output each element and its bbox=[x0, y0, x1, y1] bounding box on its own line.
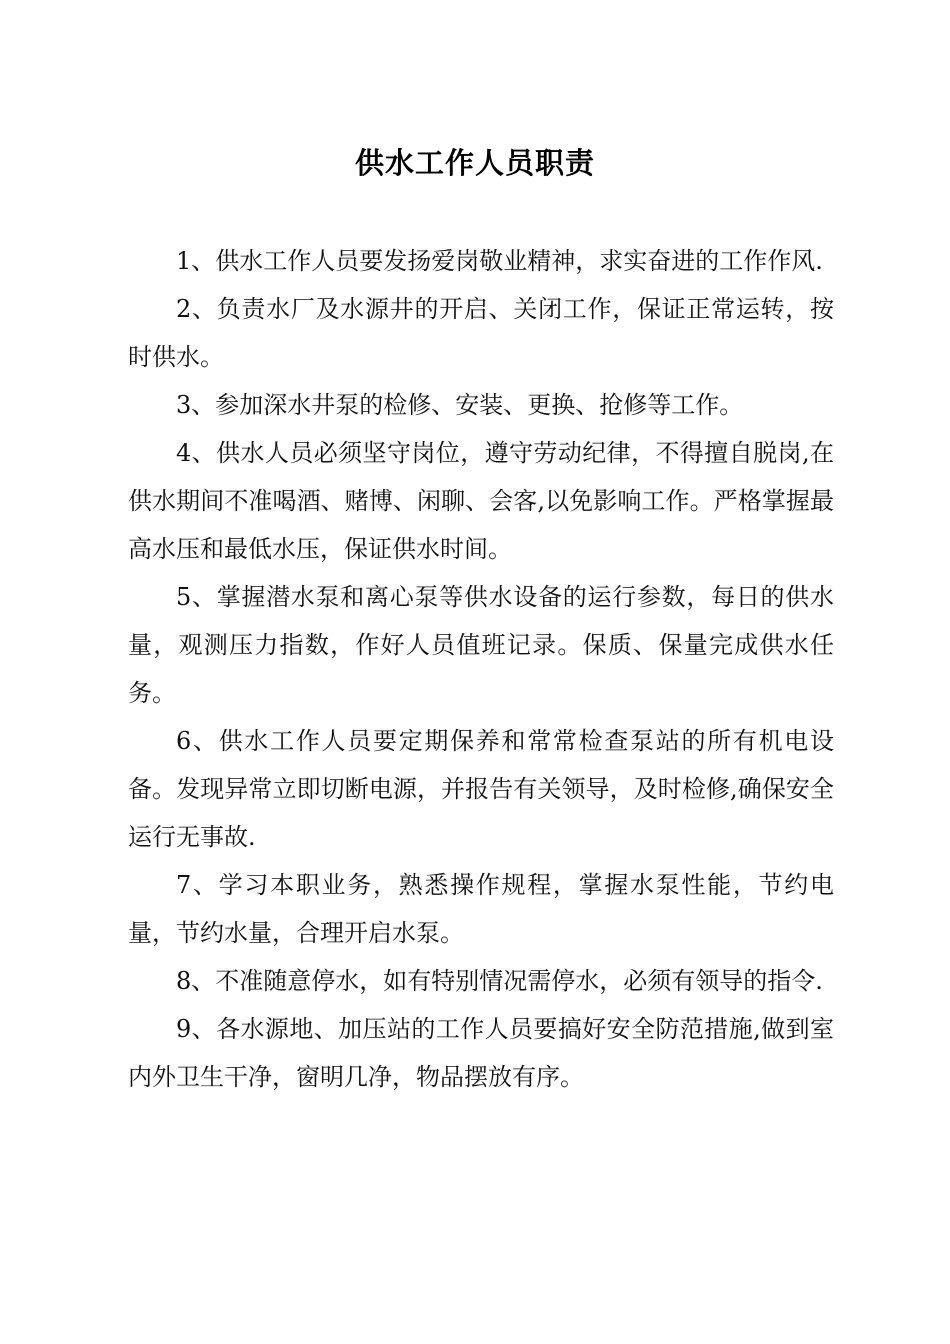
duty-item-9: 9、各水源地、加压站的工作人员要搞好安全防范措施,做到室内外卫生干净，窗明几净，物品摆放有序。 bbox=[128, 1015, 834, 1091]
duty-item-5: 5、掌握潜水泵和离心泵等供水设备的运行参数，每日的供水量，观测压力指数，作好人员值班记录。保质、保量完成供水任务。 bbox=[128, 583, 834, 707]
duty-item-3: 3、参加深水井泵的检修、安装、更换、抢修等工作。 bbox=[176, 391, 744, 419]
duty-item-1: 1、供水工作人员要发扬爱岗敬业精神，求实奋进的工作作风. bbox=[176, 247, 823, 275]
document-title: 供水工作人员职责 bbox=[354, 146, 595, 180]
duty-item-7: 7、学习本职业务，熟悉操作规程，掌握水泵性能，节约电量，节约水量，合理开启水泵。 bbox=[128, 871, 834, 947]
duty-item-6: 6、供水工作人员要定期保养和常常检查泵站的所有机电设备。发现异常立即切断电源，并报告有关领导，及时检修,确保安全运行无事故. bbox=[128, 727, 834, 851]
duty-item-8: 8、不准随意停水，如有特别情况需停水，必须有领导的指令. bbox=[176, 967, 823, 995]
document-body bbox=[128, 237, 834, 1101]
duty-item-4: 4、供水人员必须坚守岗位，遵守劳动纪律，不得擅自脱岗,在供水期间不准喝酒、赌博、闲聊、会客,以免影响工作。严格掌握最高水压和最低水压，保证供水时间。 bbox=[128, 439, 834, 563]
duty-item-2: 2、负责水厂及水源井的开启、关闭工作，保证正常运转，按时供水。 bbox=[128, 295, 834, 371]
